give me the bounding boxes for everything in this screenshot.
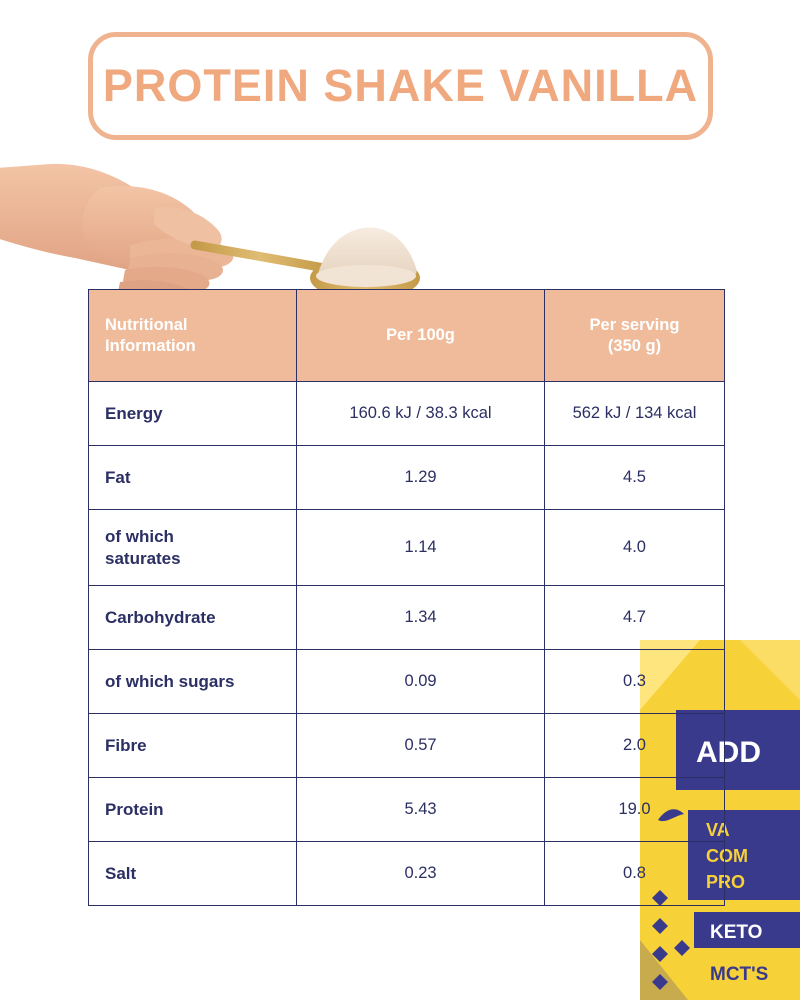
row-value-perserving: 4.7: [545, 586, 725, 650]
row-value-perserving: 2.0: [545, 714, 725, 778]
row-label: Fibre: [89, 714, 297, 778]
row-value-perserving: 0.3: [545, 650, 725, 714]
title-banner: [88, 32, 713, 140]
header-info-line2: Information: [105, 336, 196, 355]
row-value-per100g: 0.09: [297, 650, 545, 714]
row-label-line2: saturates: [105, 548, 181, 568]
table-head: [89, 290, 725, 382]
row-label: [89, 510, 297, 586]
nutrition-table: [88, 289, 725, 906]
row-label: Fat: [89, 446, 297, 510]
protein-powder-heap: [317, 227, 416, 280]
row-label: of which sugars: [89, 650, 297, 714]
row-value-per100g: 0.23: [297, 842, 545, 906]
row-value-perserving: 19.0: [545, 778, 725, 842]
packet-line4: PRO: [706, 872, 746, 892]
header-serving-line2: (350 g): [607, 336, 662, 355]
table-row: [89, 650, 725, 714]
column-header-per-100g: Per 100g: [297, 290, 545, 382]
row-label: Salt: [89, 842, 297, 906]
row-value-per100g: 1.34: [297, 586, 545, 650]
column-header-information: [89, 290, 297, 382]
table-body: [89, 382, 725, 906]
row-value-per100g: 1.29: [297, 446, 545, 510]
row-label: Energy: [89, 382, 297, 446]
table-row: [89, 778, 725, 842]
row-value-perserving: 4.5: [545, 446, 725, 510]
nutrition-table-container: [88, 289, 724, 906]
row-value-per100g: 0.57: [297, 714, 545, 778]
header-serving-line1: Per serving: [589, 315, 680, 334]
table-row: [89, 714, 725, 778]
forearm-shape: [0, 164, 185, 270]
packet-line2: VA: [706, 820, 730, 840]
column-header-per-serving: [545, 290, 725, 382]
table-row: [89, 382, 725, 446]
table-header-row: [89, 290, 725, 382]
packet-line5: KETO: [710, 922, 763, 943]
packet-line6: MCT'S: [710, 964, 769, 985]
row-value-perserving: 4.0: [545, 510, 725, 586]
row-value-per100g: 1.14: [297, 510, 545, 586]
row-value-per100g: 160.6 kJ / 38.3 kcal: [297, 382, 545, 446]
table-row: [89, 586, 725, 650]
row-value-perserving: 0.8: [545, 842, 725, 906]
row-label-line1: of which: [105, 527, 174, 547]
table-row: [89, 510, 725, 586]
palm-shape: [83, 186, 209, 271]
table-row: [89, 842, 725, 906]
row-value-per100g: 5.43: [297, 778, 545, 842]
page-title: PROTEIN SHAKE VANILLA: [102, 60, 699, 111]
table-row: [89, 446, 725, 510]
spoon-handle: [195, 245, 325, 268]
row-value-perserving: 562 kJ / 134 kcal: [545, 382, 725, 446]
packet-line3: COM: [706, 846, 748, 866]
header-info-line1: Nutritional: [105, 315, 188, 334]
packet-line1: ADD: [696, 736, 761, 769]
row-label: Protein: [89, 778, 297, 842]
row-label: Carbohydrate: [89, 586, 297, 650]
